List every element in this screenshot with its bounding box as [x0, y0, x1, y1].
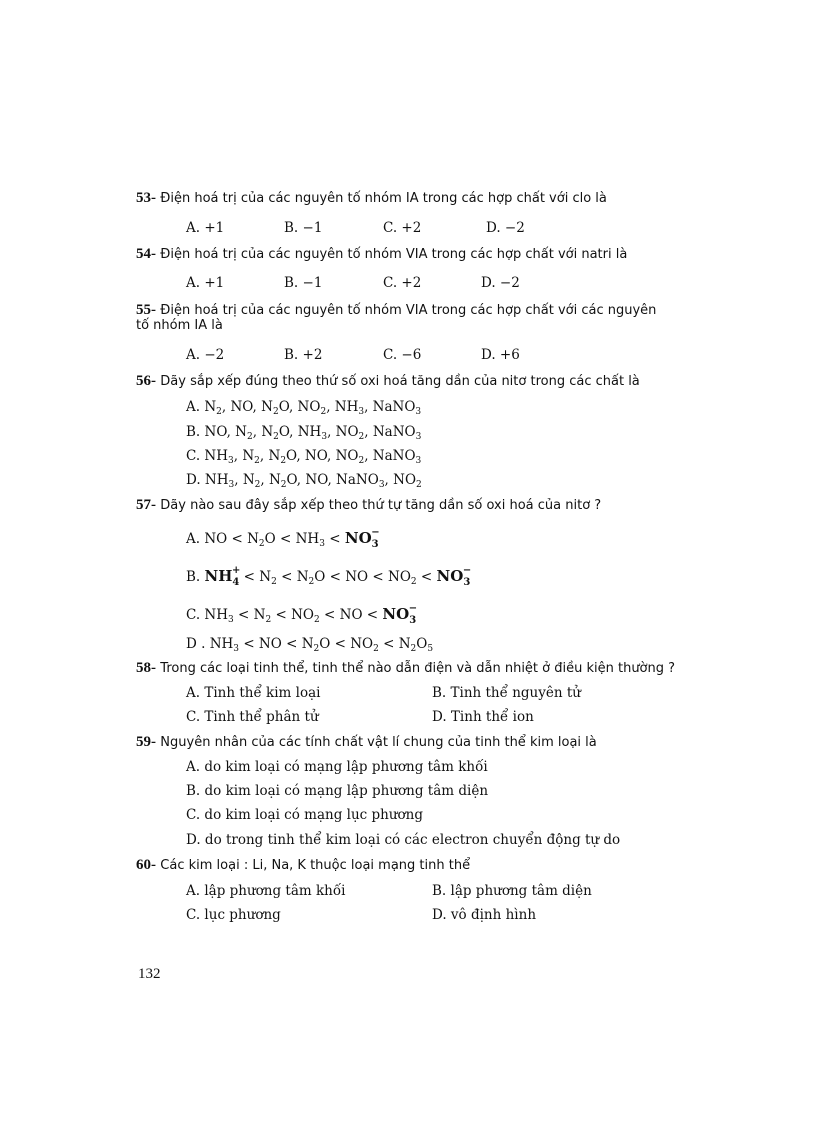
question-text: Nguyên nhân của các tính chất vật lí chung của tinh thể kim loại là: [160, 735, 597, 750]
question-58: [136, 659, 675, 678]
option-c: C. do kim loại có mạng lục phương: [186, 807, 424, 823]
option-a: A. +1: [186, 275, 225, 291]
question-56: [136, 372, 640, 391]
question-53: [136, 189, 607, 208]
option-b: B. Tinh thể nguyên tử: [432, 685, 581, 701]
option-a: A. lập phương tâm khối: [186, 883, 346, 899]
option-c: C. +2: [383, 275, 422, 291]
option-b: B. $NH_4$ + < $N_2 < N_2O$ < NO < $NO_2 < NO_3$ −: [186, 565, 472, 588]
question-60: [136, 856, 470, 875]
option-d: D. −2: [481, 275, 520, 291]
question-54: [136, 245, 627, 264]
option-b: B. lập phương tâm diện: [432, 883, 592, 899]
option-a: A. −2: [186, 347, 225, 363]
option-b: B. do kim loại có mạng lập phương tâm diện: [186, 783, 489, 799]
question-text: Dãy sắp xếp đúng theo thứ số oxi hoá tăng dần của nitơ trong các chất là: [160, 374, 640, 389]
question-number: 57-: [136, 497, 156, 513]
option-d: D. vô định hình: [432, 907, 537, 923]
option-b: B. NO, $N_2$, $N_2O$, $NH_3$, $NO_2$, NaNO$_3$: [186, 424, 422, 442]
option-d: D. $NH_3$, $N_2$, $N_2O$, NO, NaNO$_3$, $NO_2$: [186, 472, 422, 490]
question-text: Điện hoá trị của các nguyên tố nhóm VIA trong các hợp chất với natri là: [160, 247, 628, 262]
option-b: B. −1: [284, 275, 323, 291]
option-a: A. Tinh thể kim loại: [186, 685, 321, 701]
option-c: C. −6: [383, 347, 422, 363]
option-a: A. +1: [186, 220, 225, 236]
option-d: D . $NH_3$ < NO < $N_2O < NO_2 < N_2O_5$: [186, 636, 434, 654]
question-57: [136, 496, 601, 515]
option-d: D. −2: [486, 220, 525, 236]
question-text: Dãy nào sau đây sắp xếp theo thứ tự tăng dần số oxi hoá của nitơ ?: [160, 498, 602, 513]
question-text: Trong các loại tinh thể, tinh thể nào dẫn điện và dẫn nhiệt ở điều kiện thường ?: [160, 661, 676, 676]
option-b: B. −1: [284, 220, 323, 236]
option-c: C. $NH_3$, $N_2$, $N_2O$, NO, $NO_2$, NaNO$_3$: [186, 448, 422, 466]
question-text: Điện hoá trị của các nguyên tố nhóm VIA trong các hợp chất với các nguyên: [160, 303, 657, 318]
option-a: A. $N_2$, NO, $N_2O$, $NO_2$, $NH_3$, NaNO$_3$: [186, 399, 422, 417]
question-59: [136, 733, 597, 752]
option-c: C. Tinh thể phân tử: [186, 709, 319, 725]
option-c: C. $NH_3 < N_2 < NO_2$ < NO < $NO_3$ −: [186, 603, 418, 626]
question-number: 53-: [136, 190, 156, 206]
option-d: D. Tinh thể ion: [432, 709, 534, 725]
option-b: B. +2: [284, 347, 323, 363]
page-number: 132: [138, 966, 161, 982]
question-number: 58-: [136, 660, 156, 676]
question-text: Các kim loại : Li, Na, K thuộc loại mạng tinh thể: [160, 858, 471, 873]
question-number: 54-: [136, 246, 156, 262]
option-c: C. +2: [383, 220, 422, 236]
option-d: D. do trong tinh thể kim loại có các electron chuyển động tự do: [186, 832, 621, 848]
question-text: Điện hoá trị của các nguyên tố nhóm IA trong các hợp chất với clo là: [160, 191, 607, 206]
option-c: C. lục phương: [186, 907, 281, 923]
question-number: 56-: [136, 373, 156, 389]
option-a: A. do kim loại có mạng lập phương tâm khối: [186, 759, 488, 775]
option-a: A. NO < $N_2O < NH_3 < NO_3$ −: [186, 527, 380, 550]
question-number: 60-: [136, 857, 156, 873]
question-text-continued: tố nhóm IA là: [136, 318, 223, 333]
question-number: 59-: [136, 734, 156, 750]
option-d: D. +6: [481, 347, 520, 363]
question-number: 55-: [136, 302, 156, 318]
